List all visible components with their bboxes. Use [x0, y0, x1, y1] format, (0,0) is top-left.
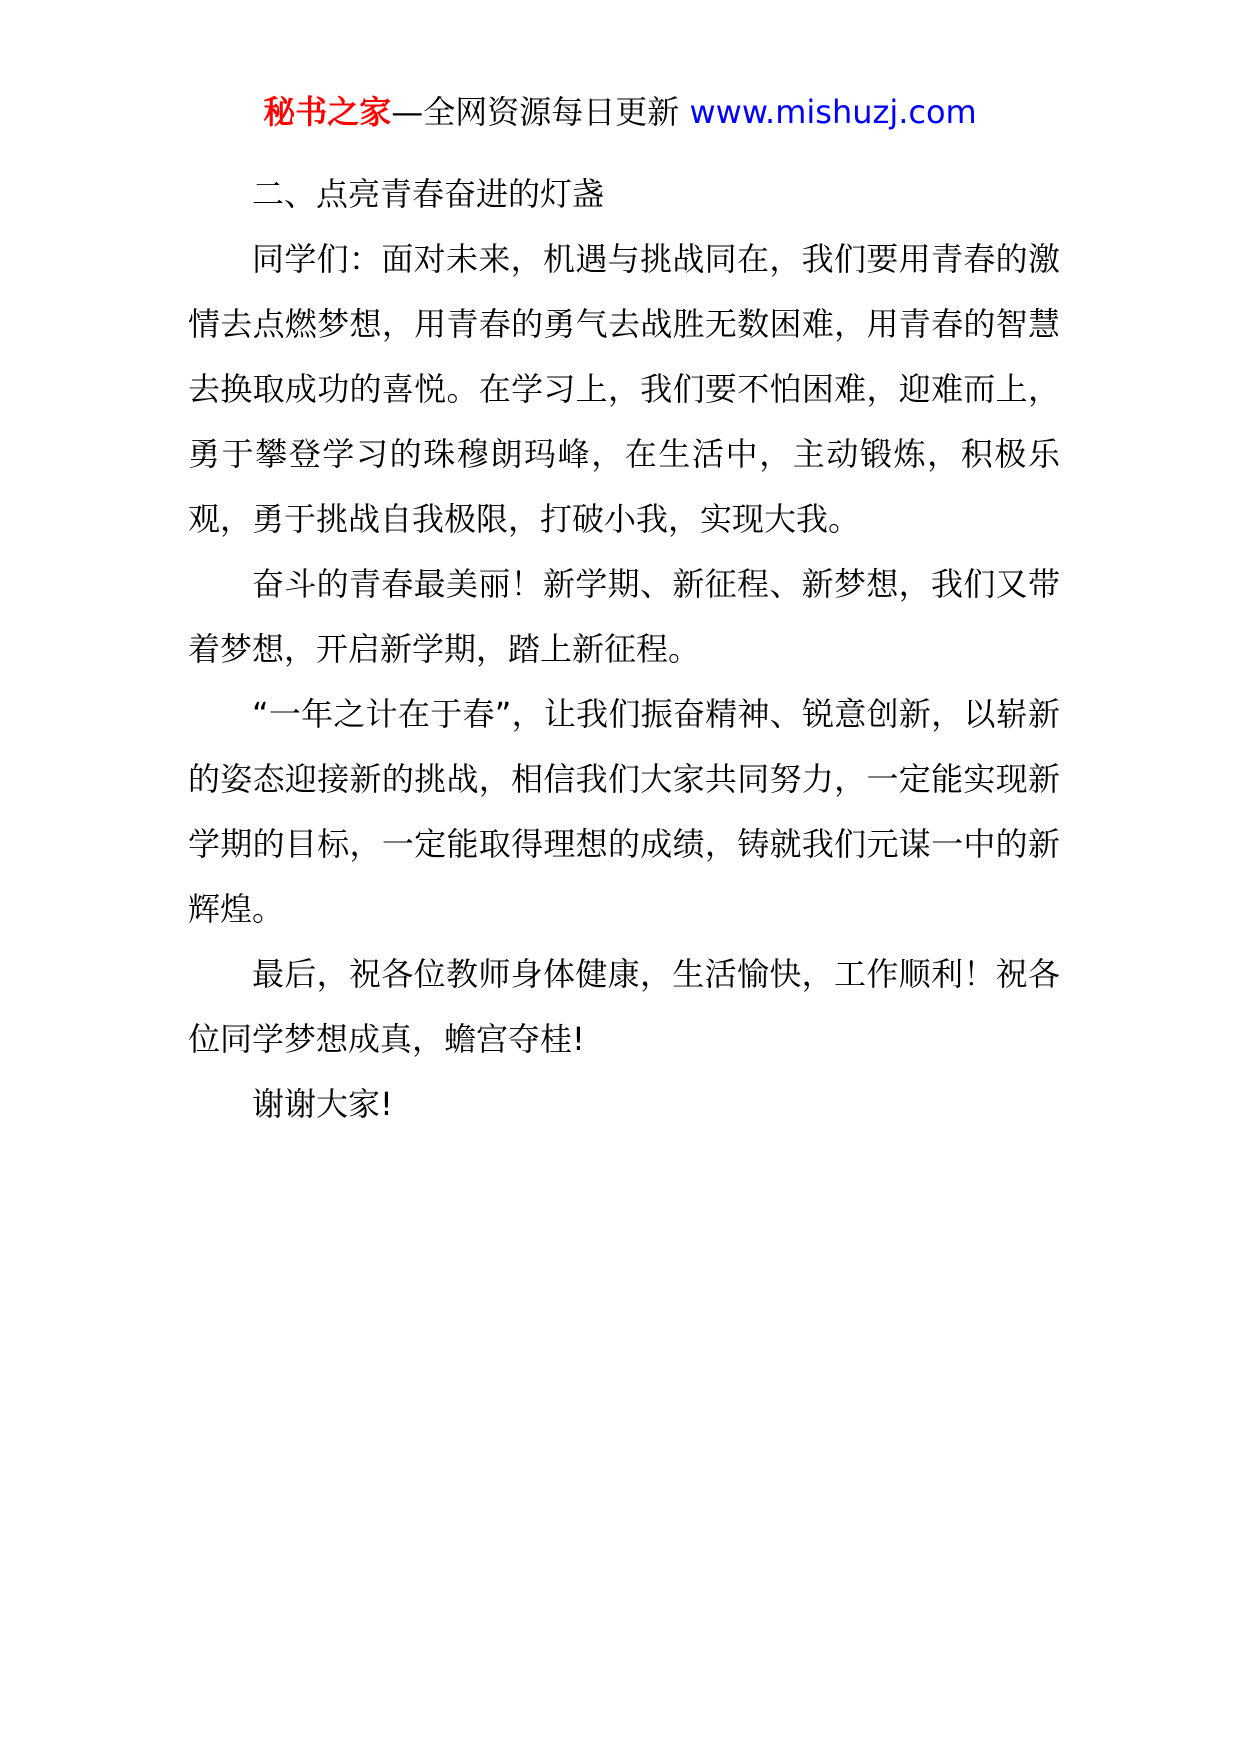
site-url-link[interactable]: www.mishuzj.com	[689, 93, 977, 131]
header-tagline: —全网资源每日更新	[391, 93, 690, 131]
paragraph: 奋斗的青春最美丽！新学期、新征程、新梦想，我们又带着梦想，开启新学期，踏上新征程。	[188, 565, 1060, 668]
brand-name: 秘书之家	[263, 93, 392, 131]
site-header	[0, 92, 1240, 132]
paragraph: 最后，祝各位教师身体健康，生活愉快，工作顺利！祝各位同学梦想成真，蟾宫夺桂!	[188, 955, 1060, 1058]
document-body	[188, 162, 1060, 1137]
paragraph: 同学们：面对未来，机遇与挑战同在，我们要用青春的激情去点燃梦想，用青春的勇气去战胜无数困难，用青春的智慧去换取成功的喜悦。在学习上，我们要不怕困难，迎难而上，勇于攀登学习的珠穆朗玛峰，在生活中，主动锻炼，积极乐观，勇于挑战自我极限，打破小我，实现大我。	[188, 240, 1060, 538]
paragraph: “一年之计在于春”，让我们振奋精神、锐意创新，以崭新的姿态迎接新的挑战，相信我们大家共同努力，一定能实现新学期的目标，一定能取得理想的成绩，铸就我们元谋一中的新辉煌。	[188, 695, 1060, 928]
section-heading: 二、点亮青春奋进的灯盏	[252, 175, 605, 213]
closing-line: 谢谢大家!	[252, 1085, 393, 1123]
